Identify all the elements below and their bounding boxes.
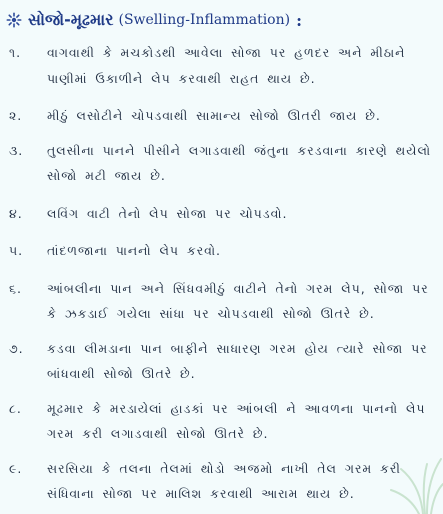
- item-number: ૧.: [9, 45, 21, 60]
- section-subtitle: (Swelling-Inflammation): [118, 12, 291, 28]
- list-item: [6, 276, 437, 327]
- item-text: મૂઢમાર કે મરડાયેલાં હાડકાં પર આંબલી ને આવળના પાનનો લેપ ગરમ કરી લગાડવાથી સોજો ઊતરે છે.: [47, 400, 426, 441]
- item-number: ૨.: [9, 108, 23, 123]
- item-text: વાગવાથી કે મચકોડથી આવેલા સોજા પર હળદર અને મીઠાને પાણીમાં ઉકાળીને લેપ કરવાથી રાહત થાય છે.: [47, 45, 406, 86]
- item-text: તાંદળજાના પાનનો લેપ કરવો.: [47, 243, 221, 258]
- flower-icon: [6, 12, 22, 28]
- item-number: ૭.: [9, 340, 24, 356]
- item-number: ૯.: [9, 460, 23, 476]
- item-text: તુલસીના પાનને પીસીને લગાડવાથી જંતુના કરડવાના કારણે થયેલો સોજો મટી જાય છે.: [47, 142, 432, 183]
- item-text: આંબલીના પાન અને સિંધવમીઠું વાટીને તેનો ગરમ લેપ, સોજા પર કે ઝકડાઈ ગયેલા સાંધા પર ચોપડવાથી સોજો ઊતરે છે.: [47, 280, 429, 321]
- item-number: ૩.: [9, 142, 24, 158]
- remedy-list: [6, 40, 437, 507]
- item-number: ૫.: [9, 243, 24, 258]
- section-header: [6, 6, 437, 34]
- grass-decoration: [383, 424, 443, 514]
- list-item: [6, 201, 437, 227]
- list-item: [6, 396, 437, 447]
- item-text: સરસિયા કે તલના તેલમાં થોડો અજમો નાખી તેલ ગરમ કરી સંધિવાના સોજા પર માલિશ કરવાથી આરામ થાય છે.: [47, 460, 401, 501]
- list-item: [6, 138, 437, 189]
- list-item: [6, 456, 437, 507]
- list-item: [6, 238, 437, 264]
- item-text: લવિંગ વાટી તેનો લેપ સોજા પર ચોપડવો.: [47, 205, 288, 221]
- list-item: [6, 336, 437, 387]
- list-item: [6, 103, 437, 129]
- section-title: સોજો-મૂઢમાર: [28, 10, 114, 29]
- item-number: ૬.: [9, 280, 22, 296]
- section-colon: :: [296, 10, 302, 30]
- item-text: મીઠું લસોટીને ચોપડવાથી સામાન્ય સોજો ઊતરી જાય છે.: [47, 108, 381, 123]
- list-item: [6, 40, 437, 91]
- item-number: ૮.: [9, 400, 22, 416]
- item-text: કડવા લીમડાના પાન બાફીને સાધારણ ગરમ હોય ત્યારે સોજા પર બાંધવાથી સોજો ઊતરે છે.: [47, 340, 428, 381]
- item-number: ૪.: [9, 205, 23, 221]
